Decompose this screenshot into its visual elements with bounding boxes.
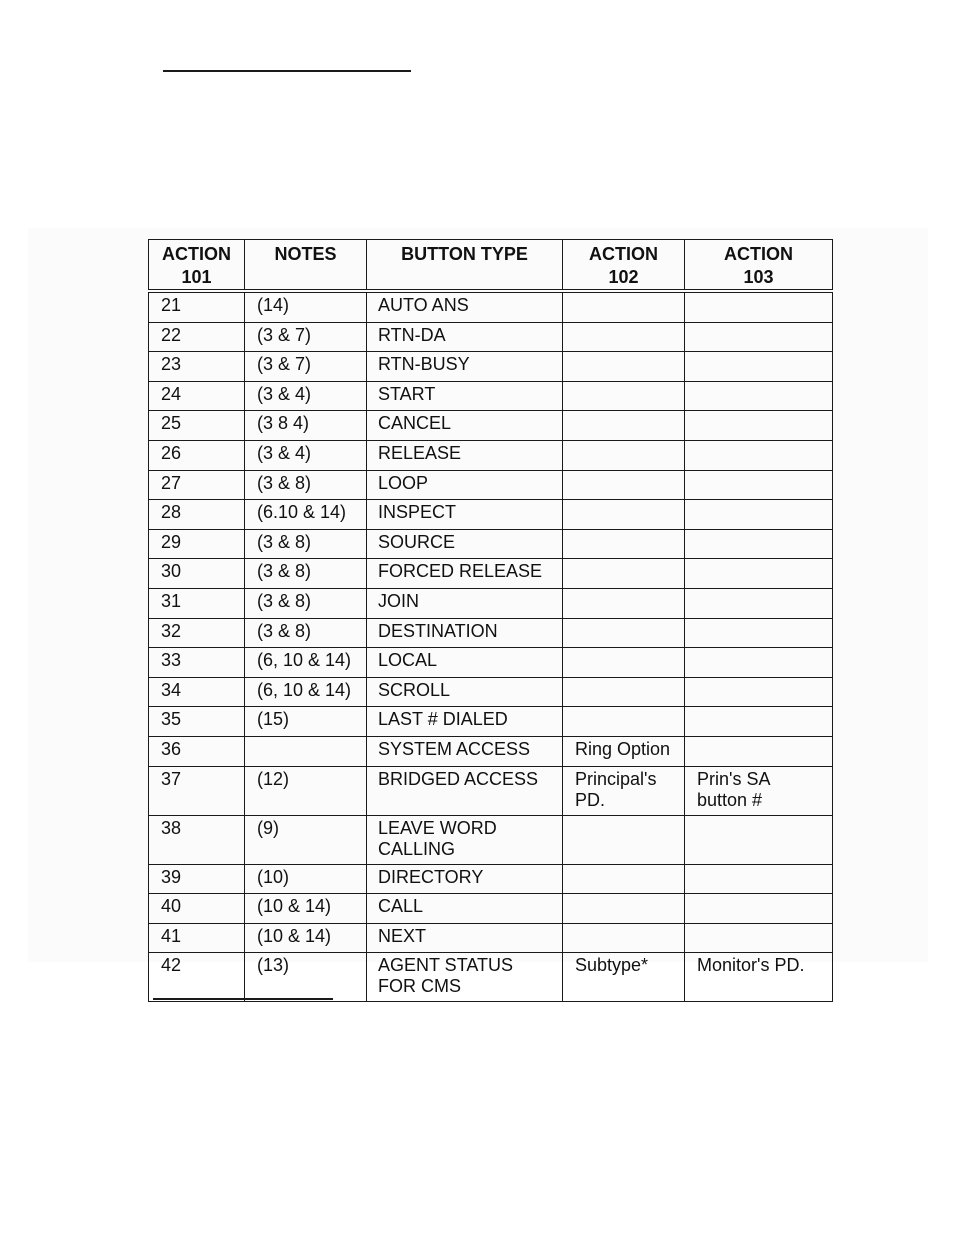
header-text-line: ACTION [724, 244, 793, 264]
cell-notes: (3 & 4) [245, 440, 367, 470]
table-row [149, 618, 833, 648]
header-notes [245, 240, 367, 292]
cell-action-101: 41 [149, 923, 245, 953]
cell-action-101: 24 [149, 381, 245, 411]
table-row [149, 529, 833, 559]
table-row [149, 677, 833, 707]
header-text-line: ACTION [589, 244, 658, 264]
cell-action-101: 40 [149, 894, 245, 924]
table-row [149, 894, 833, 924]
cell-action-103 [685, 618, 833, 648]
cell-action-101: 34 [149, 677, 245, 707]
table-row [149, 648, 833, 678]
cell-button-type [367, 291, 563, 322]
cell-button-type [367, 559, 563, 589]
cell-action-102 [563, 766, 685, 815]
cell-text-line: INSPECT [378, 502, 457, 523]
cell-action-102 [563, 588, 685, 618]
cell-action-101: 27 [149, 470, 245, 500]
cell-notes: (10 & 14) [245, 894, 367, 924]
cell-text-line: PD. [575, 789, 606, 810]
cell-text-line: AGENT STATUS [378, 955, 514, 976]
header-text-line: 102 [608, 267, 639, 287]
cell-notes: (3 & 8) [245, 618, 367, 648]
cell-action-103 [685, 864, 833, 894]
cell-text-line: AUTO ANS [378, 295, 469, 315]
cell-notes: (3 & 7) [245, 322, 367, 352]
table-row [149, 815, 833, 864]
table-row [149, 381, 833, 411]
cell-notes: (12) [245, 766, 367, 815]
cell-notes: (3 & 7) [245, 352, 367, 382]
cell-button-type [367, 352, 563, 382]
cell-action-103 [685, 707, 833, 737]
cell-action-103 [685, 411, 833, 441]
cell-action-103 [685, 894, 833, 924]
header-text-line: NOTES [274, 244, 337, 264]
cell-action-101: 33 [149, 648, 245, 678]
cell-text-line: LEAVE WORD [378, 817, 497, 838]
cell-text-line: RTN-DA [378, 324, 446, 345]
cell-action-103 [685, 500, 833, 530]
cell-button-type [367, 322, 563, 352]
cell-action-102 [563, 291, 685, 322]
cell-action-103 [685, 588, 833, 618]
cell-action-101: 39 [149, 864, 245, 894]
cell-action-103 [685, 815, 833, 864]
cell-text-line: LOOP [378, 472, 429, 493]
cell-text-line: LAST # DIALED [378, 709, 508, 730]
header-button-type [367, 240, 563, 292]
header-text-line: ACTION [162, 244, 231, 264]
cell-text-line: START [378, 383, 436, 404]
cell-text-line: Principal's [575, 768, 657, 789]
table-row [149, 559, 833, 589]
cell-action-102 [563, 923, 685, 953]
header-text-line: BUTTON TYPE [401, 244, 528, 264]
table-row [149, 864, 833, 894]
table-row [149, 440, 833, 470]
cell-text-line: FOR CMS [378, 976, 461, 997]
cell-text-line: SCROLL [378, 679, 451, 700]
cell-button-type [367, 381, 563, 411]
cell-action-103 [685, 559, 833, 589]
cell-action-101: 26 [149, 440, 245, 470]
cell-notes: (14) [245, 291, 367, 322]
cell-action-101: 38 [149, 815, 245, 864]
cell-text-line: button # [697, 789, 763, 810]
cell-button-type [367, 894, 563, 924]
cell-notes [245, 736, 367, 766]
cell-action-102 [563, 529, 685, 559]
heading-underline-rule [163, 70, 411, 72]
cell-button-type [367, 411, 563, 441]
cell-action-102 [563, 953, 685, 1002]
cell-action-101: 31 [149, 588, 245, 618]
table-row [149, 322, 833, 352]
cell-text-line: CANCEL [378, 413, 452, 434]
cell-action-103 [685, 766, 833, 815]
cell-button-type [367, 529, 563, 559]
cell-notes: (13) [245, 953, 367, 1002]
table-row [149, 411, 833, 441]
cell-action-102 [563, 864, 685, 894]
cell-action-103 [685, 736, 833, 766]
cell-action-102 [563, 648, 685, 678]
cell-action-102 [563, 381, 685, 411]
cell-action-102 [563, 815, 685, 864]
cell-action-103 [685, 953, 833, 1002]
cell-action-102 [563, 352, 685, 382]
table-row [149, 707, 833, 737]
cell-button-type [367, 766, 563, 815]
cell-button-type [367, 815, 563, 864]
header-action-101 [149, 240, 245, 292]
cell-action-102 [563, 736, 685, 766]
cell-button-type [367, 736, 563, 766]
cell-action-102 [563, 470, 685, 500]
cell-button-type [367, 618, 563, 648]
cell-action-101: 28 [149, 500, 245, 530]
cell-notes: (10 & 14) [245, 923, 367, 953]
cell-action-101: 21 [149, 291, 245, 322]
cell-text-line: JOIN [378, 590, 420, 611]
cell-text-line: FORCED RELEASE [378, 561, 543, 582]
cell-text-line: Monitor's PD. [697, 955, 805, 976]
cell-button-type [367, 470, 563, 500]
header-action-102 [563, 240, 685, 292]
footnote-underline-rule [153, 998, 333, 1000]
cell-action-103 [685, 677, 833, 707]
cell-notes: (3 8 4) [245, 411, 367, 441]
table-row [149, 352, 833, 382]
cell-text-line: BRIDGED ACCESS [378, 768, 539, 789]
table-row [149, 291, 833, 322]
cell-action-101: 35 [149, 707, 245, 737]
table-row [149, 766, 833, 815]
cell-text-line: Ring Option [575, 738, 671, 759]
cell-action-101: 25 [149, 411, 245, 441]
cell-notes: (9) [245, 815, 367, 864]
cell-text-line: LOCAL [378, 650, 438, 671]
cell-button-type [367, 677, 563, 707]
cell-text-line: CALLING [378, 838, 456, 859]
cell-button-type [367, 953, 563, 1002]
table-row [149, 736, 833, 766]
table-row [149, 923, 833, 953]
cell-button-type [367, 500, 563, 530]
cell-action-103 [685, 529, 833, 559]
cell-notes: (6, 10 & 14) [245, 648, 367, 678]
cell-action-103 [685, 923, 833, 953]
cell-action-101: 36 [149, 736, 245, 766]
button-type-table [148, 239, 833, 1002]
cell-button-type [367, 440, 563, 470]
header-text-line: 103 [743, 267, 774, 287]
header-row [149, 240, 833, 292]
cell-text-line: RELEASE [378, 442, 462, 463]
cell-text-line: DIRECTORY [378, 866, 484, 887]
cell-notes: (15) [245, 707, 367, 737]
cell-action-102 [563, 322, 685, 352]
cell-action-101: 23 [149, 352, 245, 382]
cell-notes: (3 & 8) [245, 588, 367, 618]
cell-notes: (3 & 8) [245, 529, 367, 559]
cell-text-line: NEXT [378, 925, 427, 946]
cell-button-type [367, 648, 563, 678]
cell-text-line: Prin's SA [697, 768, 771, 789]
header-text-line: 101 [181, 267, 212, 287]
cell-text-line: RTN-BUSY [378, 354, 470, 375]
cell-text-line: Subtype* [575, 955, 649, 976]
cell-action-102 [563, 411, 685, 441]
cell-action-102 [563, 894, 685, 924]
cell-action-103 [685, 322, 833, 352]
cell-button-type [367, 864, 563, 894]
cell-action-102 [563, 677, 685, 707]
cell-notes: (6, 10 & 14) [245, 677, 367, 707]
cell-button-type [367, 707, 563, 737]
cell-notes: (10) [245, 864, 367, 894]
cell-action-101: 42 [149, 953, 245, 1002]
cell-action-101: 37 [149, 766, 245, 815]
header-action-103 [685, 240, 833, 292]
cell-action-101: 30 [149, 559, 245, 589]
cell-action-102 [563, 707, 685, 737]
cell-notes: (3 & 4) [245, 381, 367, 411]
cell-action-103 [685, 381, 833, 411]
cell-action-103 [685, 648, 833, 678]
table-row [149, 500, 833, 530]
cell-action-101: 22 [149, 322, 245, 352]
cell-text-line: SOURCE [378, 531, 456, 552]
cell-action-101: 32 [149, 618, 245, 648]
cell-action-103 [685, 440, 833, 470]
cell-button-type [367, 923, 563, 953]
cell-action-102 [563, 618, 685, 648]
table-body [149, 291, 833, 1002]
cell-text-line: DESTINATION [378, 620, 498, 641]
cell-button-type [367, 588, 563, 618]
cell-action-103 [685, 470, 833, 500]
table-row [149, 588, 833, 618]
cell-action-102 [563, 440, 685, 470]
cell-notes: (3 & 8) [245, 559, 367, 589]
cell-text-line: SYSTEM ACCESS [378, 738, 531, 759]
cell-notes: (3 & 8) [245, 470, 367, 500]
cell-action-101: 29 [149, 529, 245, 559]
cell-text-line: CALL [378, 896, 424, 917]
table-row [149, 470, 833, 500]
cell-action-102 [563, 500, 685, 530]
cell-action-103 [685, 352, 833, 382]
cell-notes: (6.10 & 14) [245, 500, 367, 530]
cell-action-102 [563, 559, 685, 589]
cell-action-103 [685, 291, 833, 322]
table-row [149, 953, 833, 1002]
